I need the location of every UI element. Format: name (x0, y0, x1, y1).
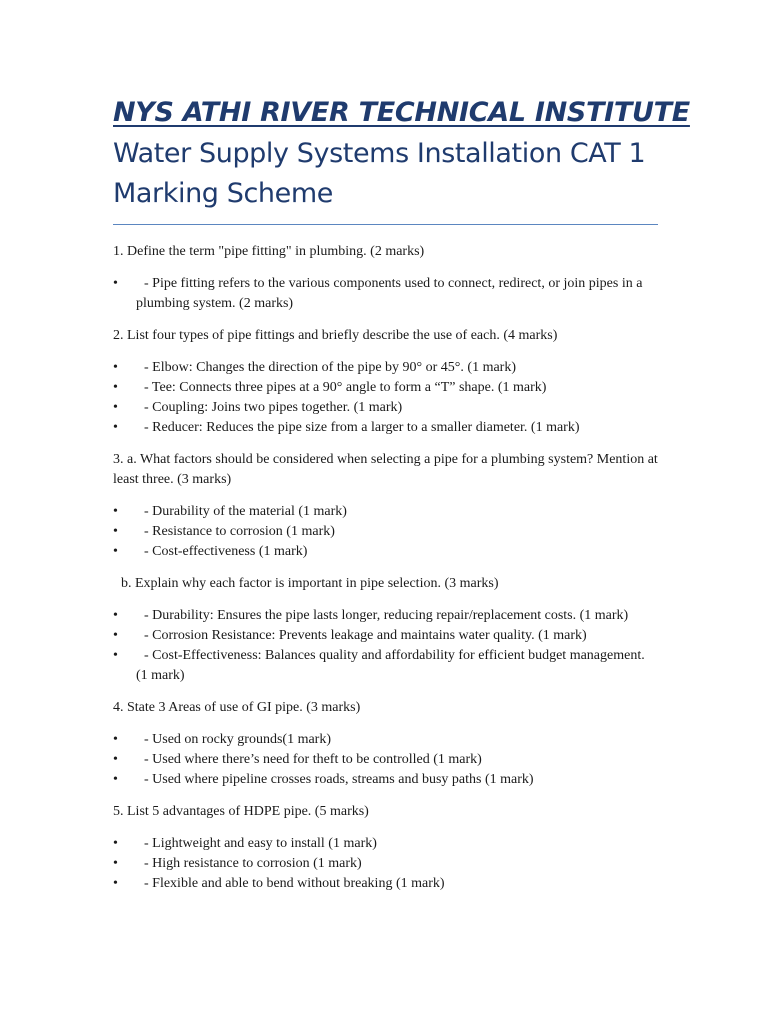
bullet-icon: • (113, 648, 118, 663)
bullet-icon: • (113, 732, 118, 747)
answer-text: - Durability of the material (1 mark) (144, 504, 347, 519)
answer-list (113, 606, 658, 686)
answer-text: - Cost-effectiveness (1 mark) (144, 544, 308, 559)
answer-item (113, 646, 658, 686)
answer-list (113, 502, 658, 562)
bullet-icon: • (113, 608, 118, 623)
answer-text: - Durability: Ensures the pipe lasts longer, reducing repair/replacement costs. (1 mark) (144, 608, 629, 623)
question-text: 4. State 3 Areas of use of GI pipe. (3 marks) (113, 700, 361, 715)
answer-item (113, 770, 658, 790)
question-text: 5. List 5 advantages of HDPE pipe. (5 marks) (113, 804, 369, 819)
answer-item (113, 502, 658, 522)
answer-item (113, 854, 658, 874)
answer-text: - Reducer: Reduces the pipe size from a larger to a smaller diameter. (1 mark) (144, 420, 580, 435)
answer-text: - Lightweight and easy to install (1 mark) (144, 836, 377, 851)
answer-item (113, 398, 658, 418)
bullet-icon: • (113, 420, 118, 435)
answer-text: - Resistance to corrosion (1 mark) (144, 524, 335, 539)
title-divider (113, 224, 658, 225)
answer-text: - Elbow: Changes the direction of the pipe by 90° or 45°. (1 mark) (144, 360, 516, 375)
answer-text: - Cost-Effectiveness: Balances quality and affordability for efficient budget management. (1 mark) (136, 648, 645, 683)
bullet-icon: • (113, 856, 118, 871)
question-text: 2. List four types of pipe fittings and briefly describe the use of each. (4 marks) (113, 328, 558, 343)
bullet-icon: • (113, 544, 118, 559)
answer-text: - Tee: Connects three pipes at a 90° angle to form a “T” shape. (1 mark) (144, 380, 547, 395)
answer-item (113, 750, 658, 770)
answer-item (113, 378, 658, 398)
answer-text: - Used where pipeline crosses roads, streams and busy paths (1 mark) (144, 772, 534, 787)
answer-text: - Used where there’s need for theft to be controlled (1 mark) (144, 752, 482, 767)
answer-item (113, 522, 658, 542)
bullet-icon: • (113, 752, 118, 767)
institute-name: NYS ATHI RIVER TECHNICAL INSTITUTE (113, 97, 690, 128)
bullet-icon: • (113, 836, 118, 851)
answer-text: - Pipe fitting refers to the various components used to connect, redirect, or join pipes in a plumbing system. (2 marks) (136, 276, 643, 311)
document-title: Water Supply Systems Installation CAT 1 Marking Scheme (113, 138, 646, 209)
answer-item (113, 730, 658, 750)
bullet-icon: • (113, 504, 118, 519)
answer-item (113, 834, 658, 854)
answer-item (113, 418, 658, 438)
answer-item (113, 358, 658, 378)
answer-list (113, 730, 658, 790)
answer-text: - High resistance to corrosion (1 mark) (144, 856, 362, 871)
marking-scheme-body (113, 242, 658, 894)
bullet-icon: • (113, 380, 118, 395)
answer-text: - Corrosion Resistance: Prevents leakage and maintains water quality. (1 mark) (144, 628, 587, 643)
bullet-icon: • (113, 276, 118, 291)
question-text: 3. a. What factors should be considered when selecting a pipe for a plumbing system? Mention at least three. (3 marks) (113, 452, 658, 487)
answer-item (113, 606, 658, 626)
bullet-icon: • (113, 876, 118, 891)
question-text: b. Explain why each factor is important in pipe selection. (3 marks) (121, 576, 499, 591)
answer-list (113, 274, 658, 314)
answer-list (113, 358, 658, 438)
bullet-icon: • (113, 772, 118, 787)
answer-item (113, 874, 658, 894)
question-text: 1. Define the term "pipe fitting" in plumbing. (2 marks) (113, 244, 425, 259)
bullet-icon: • (113, 400, 118, 415)
answer-list (113, 834, 658, 894)
bullet-icon: • (113, 524, 118, 539)
answer-item (113, 626, 658, 646)
answer-text: - Flexible and able to bend without breaking (1 mark) (144, 876, 445, 891)
answer-item (113, 274, 658, 314)
answer-item (113, 542, 658, 562)
answer-text: - Used on rocky grounds(1 mark) (144, 732, 332, 747)
bullet-icon: • (113, 628, 118, 643)
answer-text: - Coupling: Joins two pipes together. (1 mark) (144, 400, 403, 415)
bullet-icon: • (113, 360, 118, 375)
document-page (113, 92, 690, 906)
